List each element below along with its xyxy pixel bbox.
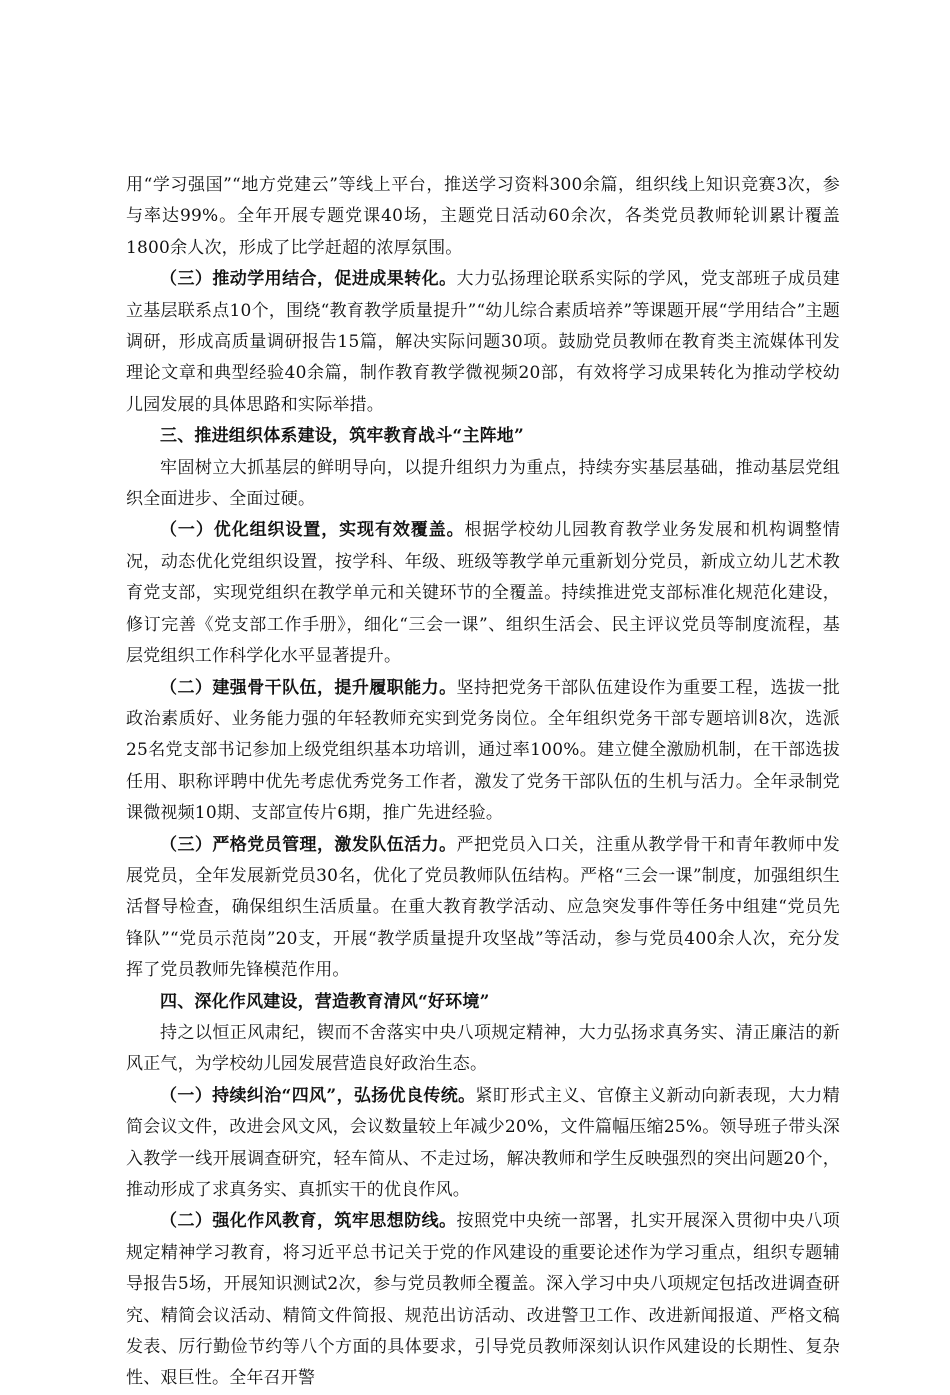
paragraph-text: 坚持把党务干部队伍建设作为重要工程，选拔一批政治素质好、业务能力强的年轻教师充实到党务岗位。全年组织党务干部专题培训8次，选派25名党支部书记参加上级党组织基本功培训，通过率100%。建立健全激励机制，在干部选拔任用、职称评聘中优先考虑优秀党务工作者，激发了党务干部队伍的生机与活力。全年录制党课微视频10期、支部宣传片6期，推广先进经验。 <box>126 677 840 824</box>
paragraph-sub-3-member-management <box>126 830 840 987</box>
paragraph-text: 严把党员入口关，注重从教学骨干和青年教师中发展党员，全年发展新党员30名，优化了党员教师队伍结构。严格“三会一课”制度，加强组织生活督导检查，确保组织生活质量。在重大教育教学活动、应急突发事件等任务中组建“党员先锋队”“党员示范岗”20支，开展“教学质量提升攻坚战”等活动，参与党员400余人次，充分发挥了党员教师先锋模范作用。 <box>126 834 840 981</box>
paragraph-lead: （二）建强骨干队伍，提升履职能力。 <box>160 677 457 698</box>
paragraph-text: 用“学习强国”“地方党建云”等线上平台，推送学习资料300余篇，组织线上知识竞赛3次，参与率达99%。全年开展专题党课40场，主题党日活动60余次，各类党员教师轮训累计覆盖1800余人次，形成了比学赶超的浓厚氛围。 <box>126 175 840 258</box>
document-page <box>126 170 840 1395</box>
section-heading-4: 四、深化作风建设，营造教育清风“好环境” <box>160 991 490 1012</box>
paragraph-lead: （一）优化组织设置，实现有效覆盖。 <box>160 520 465 541</box>
paragraph-sub-3-apply-learning <box>126 264 840 421</box>
paragraph-sub-2-style-education <box>126 1206 840 1394</box>
paragraph-text: 按照党中央统一部署，扎实开展深入贯彻中央八项规定精神学习教育，将习近平总书记关于党的作风建设的重要论述作为学习重点，组织专题辅导报告5场，开展知识测试2次，参与党员教师全覆盖。深入学习中央八项规定包括改进调查研究、精简会议活动、精简文件简报、规范出访活动、改进警卫工作、改进新闻报道、严格文稿发表、厉行勤俭节约等八个方面的具体要求，引导党员教师深刻认识作风建设的长期性、复杂性、艰巨性。全年召开警 <box>126 1211 840 1389</box>
paragraph-sub-1-four-winds <box>126 1081 840 1207</box>
paragraph-sub-2-cadre <box>126 673 840 830</box>
paragraph-text: 大力弘扬理论联系实际的学风，党支部班子成员建立基层联系点10个，围绕“教育教学质量提升”“幼儿综合素质培养”等课题开展“学用结合”主题调研，形成高质量调研报告15篇，解决实际问题30项。鼓励党员教师在教育类主流媒体刊发理论文章和典型经验40余篇，制作教育教学微视频20部，有效将学习成果转化为推动学校幼儿园发展的具体思路和实际举措。 <box>126 269 840 415</box>
paragraph-lead: （三）推动学用结合，促进成果转化。 <box>160 269 457 290</box>
section-heading-3: 三、推进组织体系建设，筑牢教育战斗“主阵地” <box>160 426 524 447</box>
paragraph-section-4-intro <box>126 1018 840 1081</box>
paragraph-text: 紧盯形式主义、官僚主义新动向新表现，大力精简会议文件，改进会风文风，会议数量较上年减少20%，文件篇幅压缩25%。领导班子带头深入教学一线开展调查研究，轻车简从、不走过场，解决教师和学生反映强烈的突出问题20个，推动形成了求真务实、真抓实干的优良作风。 <box>126 1085 841 1200</box>
paragraph-lead: （二）强化作风教育，筑牢思想防线。 <box>160 1211 457 1232</box>
paragraph-sub-1-organization <box>126 515 840 672</box>
paragraph-text: 牢固树立大抓基层的鲜明导向，以提升组织力为重点，持续夯实基层基础，推动基层党组织全面进步、全面过硬。 <box>126 457 840 510</box>
paragraph-text: 持之以恒正风肃纪，锲而不舍落实中央八项规定精神，大力弘扬求真务实、清正廉洁的新风正气，为学校幼儿园发展营造良好政治生态。 <box>126 1022 840 1075</box>
paragraph-section-3-intro <box>126 453 840 516</box>
paragraph-text: 根据学校幼儿园教育教学业务发展和机构调整情况，动态优化党组织设置，按学科、年级、班级等教学单元重新划分党员，新成立幼儿艺术教育党支部，实现党组织在教学单元和关键环节的全覆盖。持续推进党支部标准化规范化建设，修订完善《党支部工作手册》，细化“三会一课”、组织生活会、民主评议党员等制度流程，基层党组织工作科学化水平显著提升。 <box>126 520 840 667</box>
paragraph-lead: （一）持续纠治“四风”，弘扬优良传统。 <box>160 1085 476 1106</box>
paragraph-continuation <box>126 170 840 264</box>
paragraph-lead: （三）严格党员管理，激发队伍活力。 <box>160 834 457 855</box>
